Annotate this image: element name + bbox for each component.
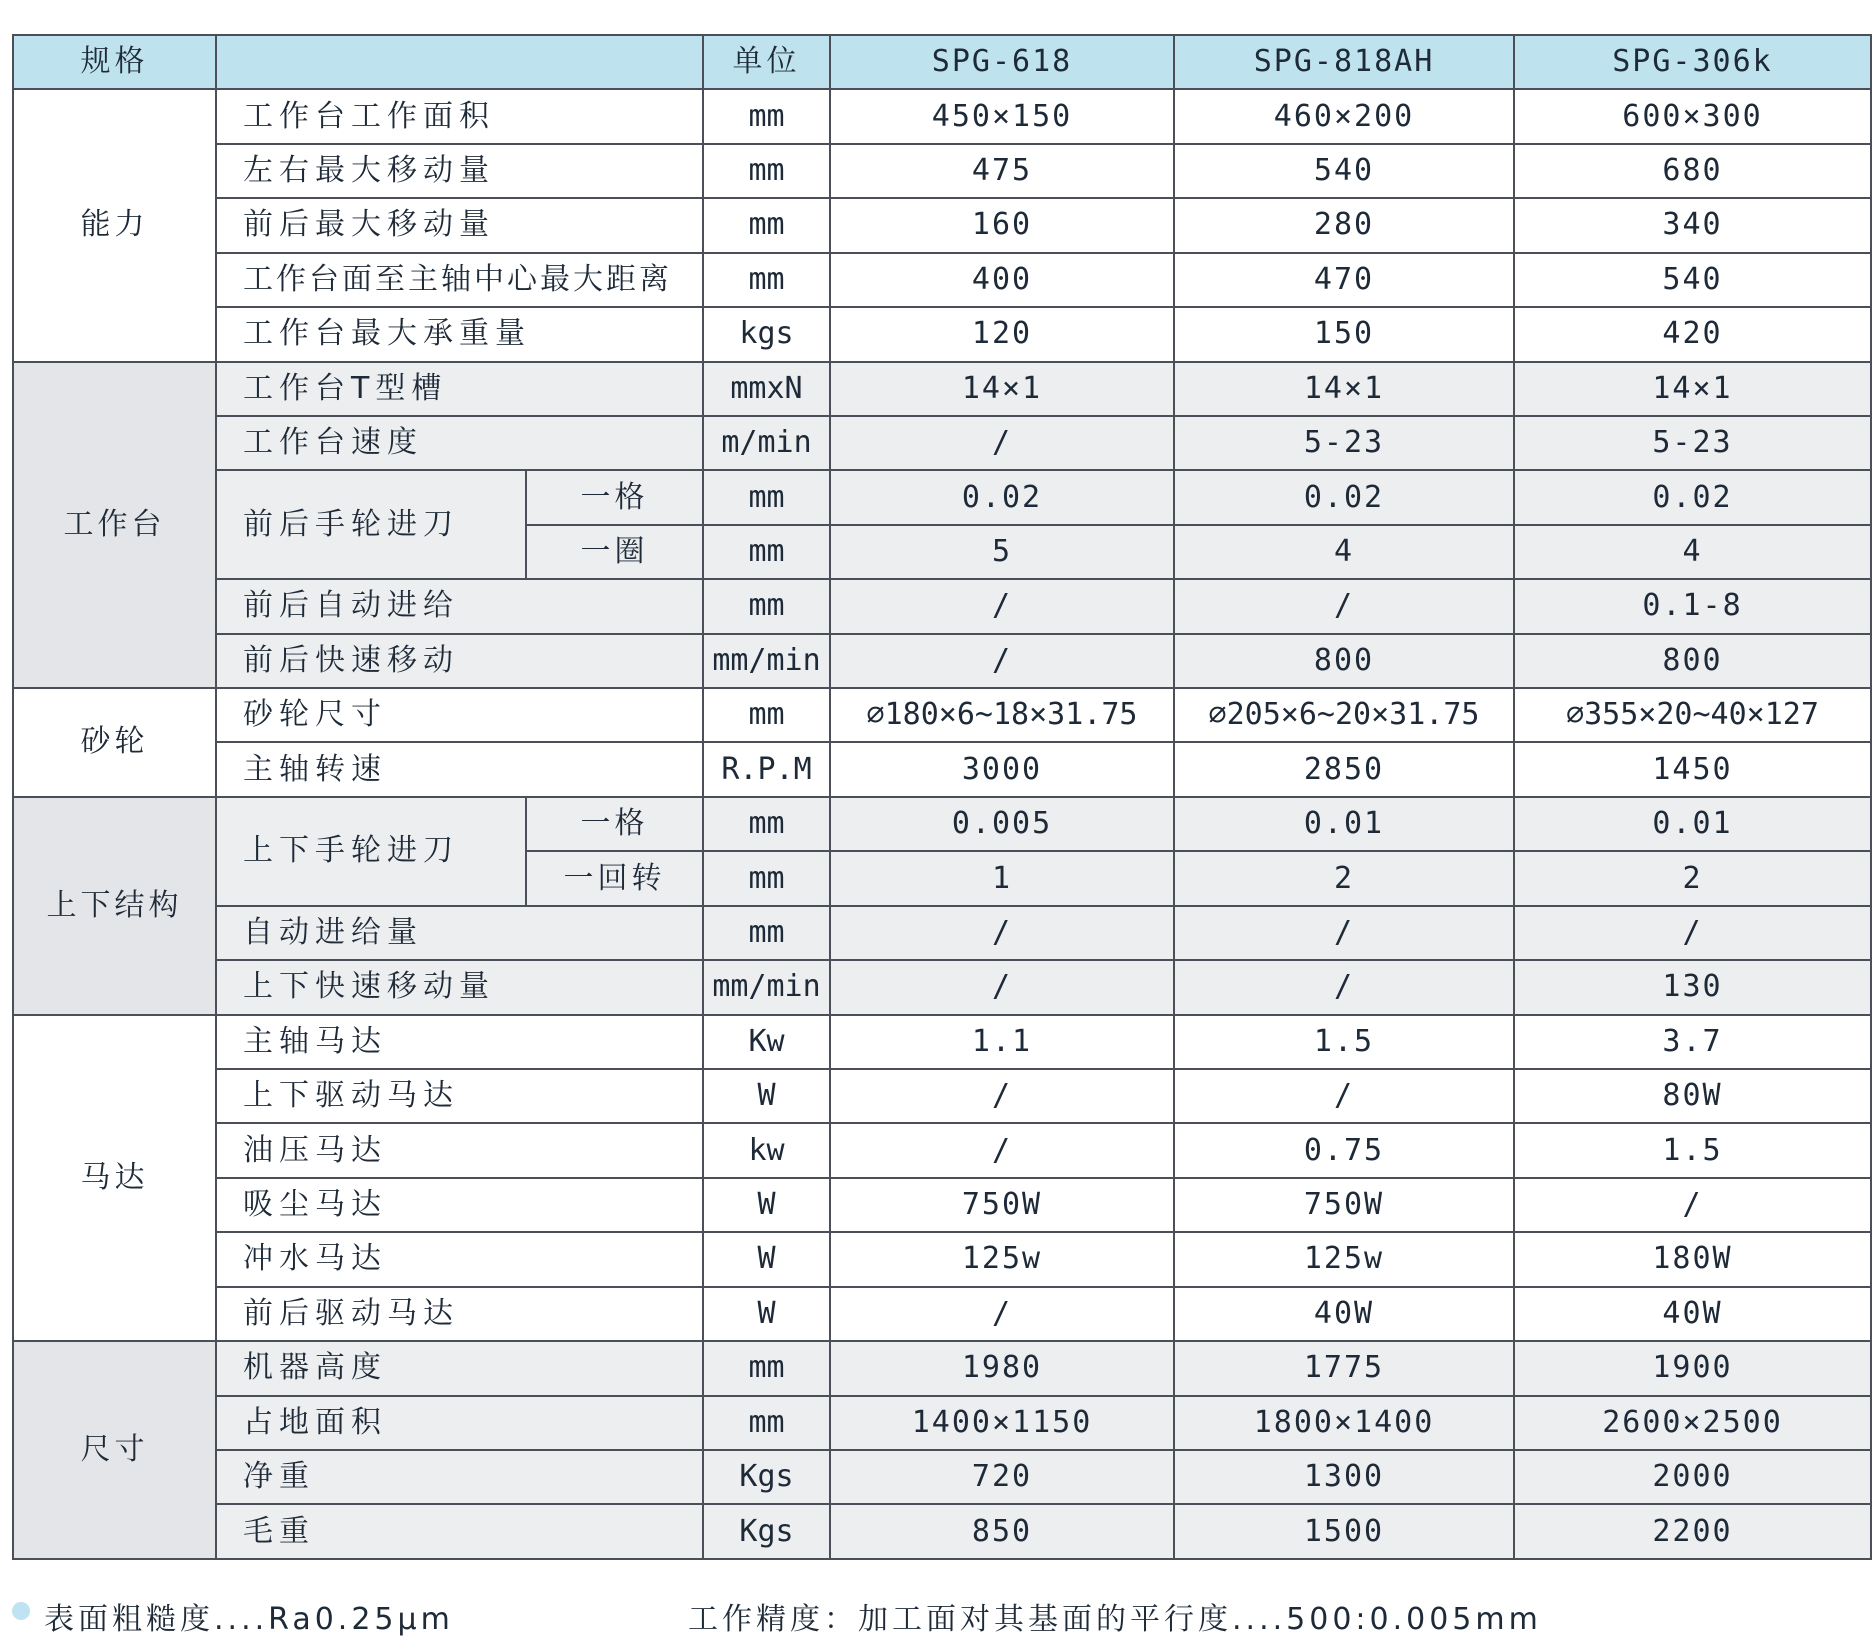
row-value-3: 340 bbox=[1514, 198, 1871, 252]
table-row bbox=[13, 1287, 1871, 1341]
row-item: 前后快速移动 bbox=[216, 634, 703, 688]
table-row bbox=[13, 1178, 1871, 1232]
row-unit: W bbox=[703, 1232, 830, 1286]
row-value-1: 1400×1150 bbox=[830, 1396, 1174, 1450]
row-unit: mm bbox=[703, 525, 830, 579]
table-row bbox=[13, 1396, 1871, 1450]
work-precision-note: 工作精度：加工面对其基面的平行度....500:0.005mm bbox=[688, 1602, 1542, 1637]
spec-table bbox=[12, 34, 1872, 1560]
row-subitem: 一圈 bbox=[526, 525, 703, 579]
row-value-3: 1.5 bbox=[1514, 1123, 1871, 1177]
group-capability: 能力 bbox=[13, 89, 216, 361]
row-item: 油压马达 bbox=[216, 1123, 703, 1177]
subgroup-table-handwheel: 前后手轮进刀 bbox=[216, 470, 526, 579]
row-unit: W bbox=[703, 1069, 830, 1123]
row-value-2: 150 bbox=[1174, 307, 1514, 361]
row-value-2: 460×200 bbox=[1174, 89, 1514, 143]
row-value-2: 125w bbox=[1174, 1232, 1514, 1286]
bullet-dot-icon bbox=[12, 1602, 30, 1620]
row-item: 主轴马达 bbox=[216, 1015, 703, 1069]
row-item: 工作台最大承重量 bbox=[216, 307, 703, 361]
row-value-1: 125w bbox=[830, 1232, 1174, 1286]
table-row bbox=[13, 198, 1871, 252]
row-value-1: / bbox=[830, 416, 1174, 470]
row-value-1: 1 bbox=[830, 851, 1174, 905]
row-value-1: 0.02 bbox=[830, 470, 1174, 524]
row-value-2: 40W bbox=[1174, 1287, 1514, 1341]
table-row bbox=[13, 1504, 1871, 1559]
row-value-3: 1900 bbox=[1514, 1341, 1871, 1395]
row-value-2: / bbox=[1174, 579, 1514, 633]
row-subitem: 一回转 bbox=[526, 851, 703, 905]
row-value-1: / bbox=[830, 1069, 1174, 1123]
row-value-3: 600×300 bbox=[1514, 89, 1871, 143]
row-value-1: 475 bbox=[830, 144, 1174, 198]
row-unit: mm bbox=[703, 579, 830, 633]
row-value-1: / bbox=[830, 906, 1174, 960]
row-item: 前后最大移动量 bbox=[216, 198, 703, 252]
table-row bbox=[13, 144, 1871, 198]
table-row bbox=[13, 1123, 1871, 1177]
table-row bbox=[13, 416, 1871, 470]
row-value-1: ∅180×6~18×31.75 bbox=[830, 688, 1174, 742]
header-blank bbox=[216, 35, 703, 89]
group-motor: 马达 bbox=[13, 1015, 216, 1342]
group-size: 尺寸 bbox=[13, 1341, 216, 1559]
header-unit: 单位 bbox=[703, 35, 830, 89]
footer-notes bbox=[12, 1590, 1870, 1637]
row-value-1: 450×150 bbox=[830, 89, 1174, 143]
row-value-1: / bbox=[830, 634, 1174, 688]
row-item: 工作台工作面积 bbox=[216, 89, 703, 143]
row-value-3: 40W bbox=[1514, 1287, 1871, 1341]
row-value-3: 0.02 bbox=[1514, 470, 1871, 524]
row-item: 工作台T型槽 bbox=[216, 362, 703, 416]
row-value-1: 750W bbox=[830, 1178, 1174, 1232]
row-value-3: 420 bbox=[1514, 307, 1871, 361]
row-value-3: 2200 bbox=[1514, 1504, 1871, 1559]
row-item: 工作台速度 bbox=[216, 416, 703, 470]
row-value-2: 0.02 bbox=[1174, 470, 1514, 524]
row-value-2: 750W bbox=[1174, 1178, 1514, 1232]
row-value-1: / bbox=[830, 960, 1174, 1014]
row-value-3: 1450 bbox=[1514, 742, 1871, 796]
row-unit: kw bbox=[703, 1123, 830, 1177]
surface-roughness-note: 表面粗糙度....Ra0.25μm bbox=[44, 1602, 454, 1637]
row-item: 上下快速移动量 bbox=[216, 960, 703, 1014]
row-item: 占地面积 bbox=[216, 1396, 703, 1450]
row-unit: mmxN bbox=[703, 362, 830, 416]
header-model-2: SPG-818AH bbox=[1174, 35, 1514, 89]
table-row bbox=[13, 307, 1871, 361]
row-value-2: 2850 bbox=[1174, 742, 1514, 796]
row-value-1: / bbox=[830, 579, 1174, 633]
row-item: 毛重 bbox=[216, 1504, 703, 1559]
row-value-2: 1.5 bbox=[1174, 1015, 1514, 1069]
row-unit: mm/min bbox=[703, 634, 830, 688]
row-unit: R.P.M bbox=[703, 742, 830, 796]
row-value-3: 0.01 bbox=[1514, 797, 1871, 851]
row-value-3: 0.1-8 bbox=[1514, 579, 1871, 633]
row-value-2: ∅205×6~20×31.75 bbox=[1174, 688, 1514, 742]
row-value-1: 14×1 bbox=[830, 362, 1174, 416]
row-value-1: 120 bbox=[830, 307, 1174, 361]
table-row bbox=[13, 797, 1871, 851]
row-value-2: 0.01 bbox=[1174, 797, 1514, 851]
row-unit: mm bbox=[703, 851, 830, 905]
table-row bbox=[13, 960, 1871, 1014]
table-row bbox=[13, 688, 1871, 742]
row-unit: m/min bbox=[703, 416, 830, 470]
row-value-3: / bbox=[1514, 1178, 1871, 1232]
row-value-3: 2 bbox=[1514, 851, 1871, 905]
row-item: 净重 bbox=[216, 1450, 703, 1504]
row-value-2: 14×1 bbox=[1174, 362, 1514, 416]
row-item: 工作台面至主轴中心最大距离 bbox=[216, 253, 703, 307]
row-value-1: / bbox=[830, 1287, 1174, 1341]
row-value-2: / bbox=[1174, 906, 1514, 960]
row-item: 吸尘马达 bbox=[216, 1178, 703, 1232]
row-unit: mm bbox=[703, 1396, 830, 1450]
row-value-1: 1.1 bbox=[830, 1015, 1174, 1069]
row-value-3: / bbox=[1514, 906, 1871, 960]
row-unit: mm bbox=[703, 1341, 830, 1395]
row-unit: mm/min bbox=[703, 960, 830, 1014]
row-value-1: 720 bbox=[830, 1450, 1174, 1504]
row-value-2: 280 bbox=[1174, 198, 1514, 252]
row-value-2: 1800×1400 bbox=[1174, 1396, 1514, 1450]
table-row bbox=[13, 906, 1871, 960]
row-value-1: 400 bbox=[830, 253, 1174, 307]
row-value-1: 850 bbox=[830, 1504, 1174, 1559]
row-value-3: 3.7 bbox=[1514, 1015, 1871, 1069]
row-unit: mm bbox=[703, 144, 830, 198]
row-value-3: 800 bbox=[1514, 634, 1871, 688]
row-unit: mm bbox=[703, 253, 830, 307]
row-value-2: / bbox=[1174, 960, 1514, 1014]
row-value-3: 80W bbox=[1514, 1069, 1871, 1123]
row-value-2: 2 bbox=[1174, 851, 1514, 905]
row-value-2: 1500 bbox=[1174, 1504, 1514, 1559]
row-unit: mm bbox=[703, 198, 830, 252]
table-row bbox=[13, 742, 1871, 796]
row-value-3: 180W bbox=[1514, 1232, 1871, 1286]
row-value-2: 4 bbox=[1174, 525, 1514, 579]
table-row bbox=[13, 579, 1871, 633]
header-spec: 规格 bbox=[13, 35, 216, 89]
table-row bbox=[13, 470, 1871, 524]
row-value-1: 160 bbox=[830, 198, 1174, 252]
row-unit: W bbox=[703, 1287, 830, 1341]
row-unit: W bbox=[703, 1178, 830, 1232]
row-unit: mm bbox=[703, 797, 830, 851]
row-value-3: 5-23 bbox=[1514, 416, 1871, 470]
table-row bbox=[13, 89, 1871, 143]
row-item: 主轴转速 bbox=[216, 742, 703, 796]
group-wheel: 砂轮 bbox=[13, 688, 216, 797]
row-value-2: 0.75 bbox=[1174, 1123, 1514, 1177]
row-value-2: 470 bbox=[1174, 253, 1514, 307]
row-unit: Kgs bbox=[703, 1504, 830, 1559]
row-item: 上下驱动马达 bbox=[216, 1069, 703, 1123]
row-subitem: 一格 bbox=[526, 470, 703, 524]
header-model-3: SPG-306k bbox=[1514, 35, 1871, 89]
row-value-1: / bbox=[830, 1123, 1174, 1177]
row-unit: mm bbox=[703, 906, 830, 960]
row-value-2: 1775 bbox=[1174, 1341, 1514, 1395]
row-item: 机器高度 bbox=[216, 1341, 703, 1395]
table-row bbox=[13, 253, 1871, 307]
table-row bbox=[13, 1450, 1871, 1504]
table-row bbox=[13, 1015, 1871, 1069]
row-item: 自动进给量 bbox=[216, 906, 703, 960]
table-row bbox=[13, 1341, 1871, 1395]
row-value-2: 1300 bbox=[1174, 1450, 1514, 1504]
row-unit: Kgs bbox=[703, 1450, 830, 1504]
table-row bbox=[13, 634, 1871, 688]
row-item: 前后自动进给 bbox=[216, 579, 703, 633]
row-value-1: 5 bbox=[830, 525, 1174, 579]
header-row bbox=[13, 35, 1871, 89]
row-value-3: 14×1 bbox=[1514, 362, 1871, 416]
row-value-3: 540 bbox=[1514, 253, 1871, 307]
row-subitem: 一格 bbox=[526, 797, 703, 851]
subgroup-vertical-handwheel: 上下手轮进刀 bbox=[216, 797, 526, 906]
row-value-2: / bbox=[1174, 1069, 1514, 1123]
row-value-2: 5-23 bbox=[1174, 416, 1514, 470]
row-item: 冲水马达 bbox=[216, 1232, 703, 1286]
row-value-3: 2600×2500 bbox=[1514, 1396, 1871, 1450]
row-item: 前后驱动马达 bbox=[216, 1287, 703, 1341]
row-item: 左右最大移动量 bbox=[216, 144, 703, 198]
row-item: 砂轮尺寸 bbox=[216, 688, 703, 742]
row-value-2: 800 bbox=[1174, 634, 1514, 688]
row-value-3: 2000 bbox=[1514, 1450, 1871, 1504]
row-unit: Kw bbox=[703, 1015, 830, 1069]
table-row bbox=[13, 1232, 1871, 1286]
table-row bbox=[13, 1069, 1871, 1123]
group-table: 工作台 bbox=[13, 362, 216, 689]
row-value-3: 4 bbox=[1514, 525, 1871, 579]
row-unit: mm bbox=[703, 89, 830, 143]
row-unit: mm bbox=[703, 688, 830, 742]
row-value-1: 0.005 bbox=[830, 797, 1174, 851]
row-value-3: 680 bbox=[1514, 144, 1871, 198]
row-value-1: 3000 bbox=[830, 742, 1174, 796]
table-row bbox=[13, 362, 1871, 416]
header-model-1: SPG-618 bbox=[830, 35, 1174, 89]
row-value-2: 540 bbox=[1174, 144, 1514, 198]
row-unit: mm bbox=[703, 470, 830, 524]
row-unit: kgs bbox=[703, 307, 830, 361]
row-value-1: 1980 bbox=[830, 1341, 1174, 1395]
row-value-3: 130 bbox=[1514, 960, 1871, 1014]
row-value-3: ∅355×20~40×127 bbox=[1514, 688, 1871, 742]
group-vertical: 上下结构 bbox=[13, 797, 216, 1015]
